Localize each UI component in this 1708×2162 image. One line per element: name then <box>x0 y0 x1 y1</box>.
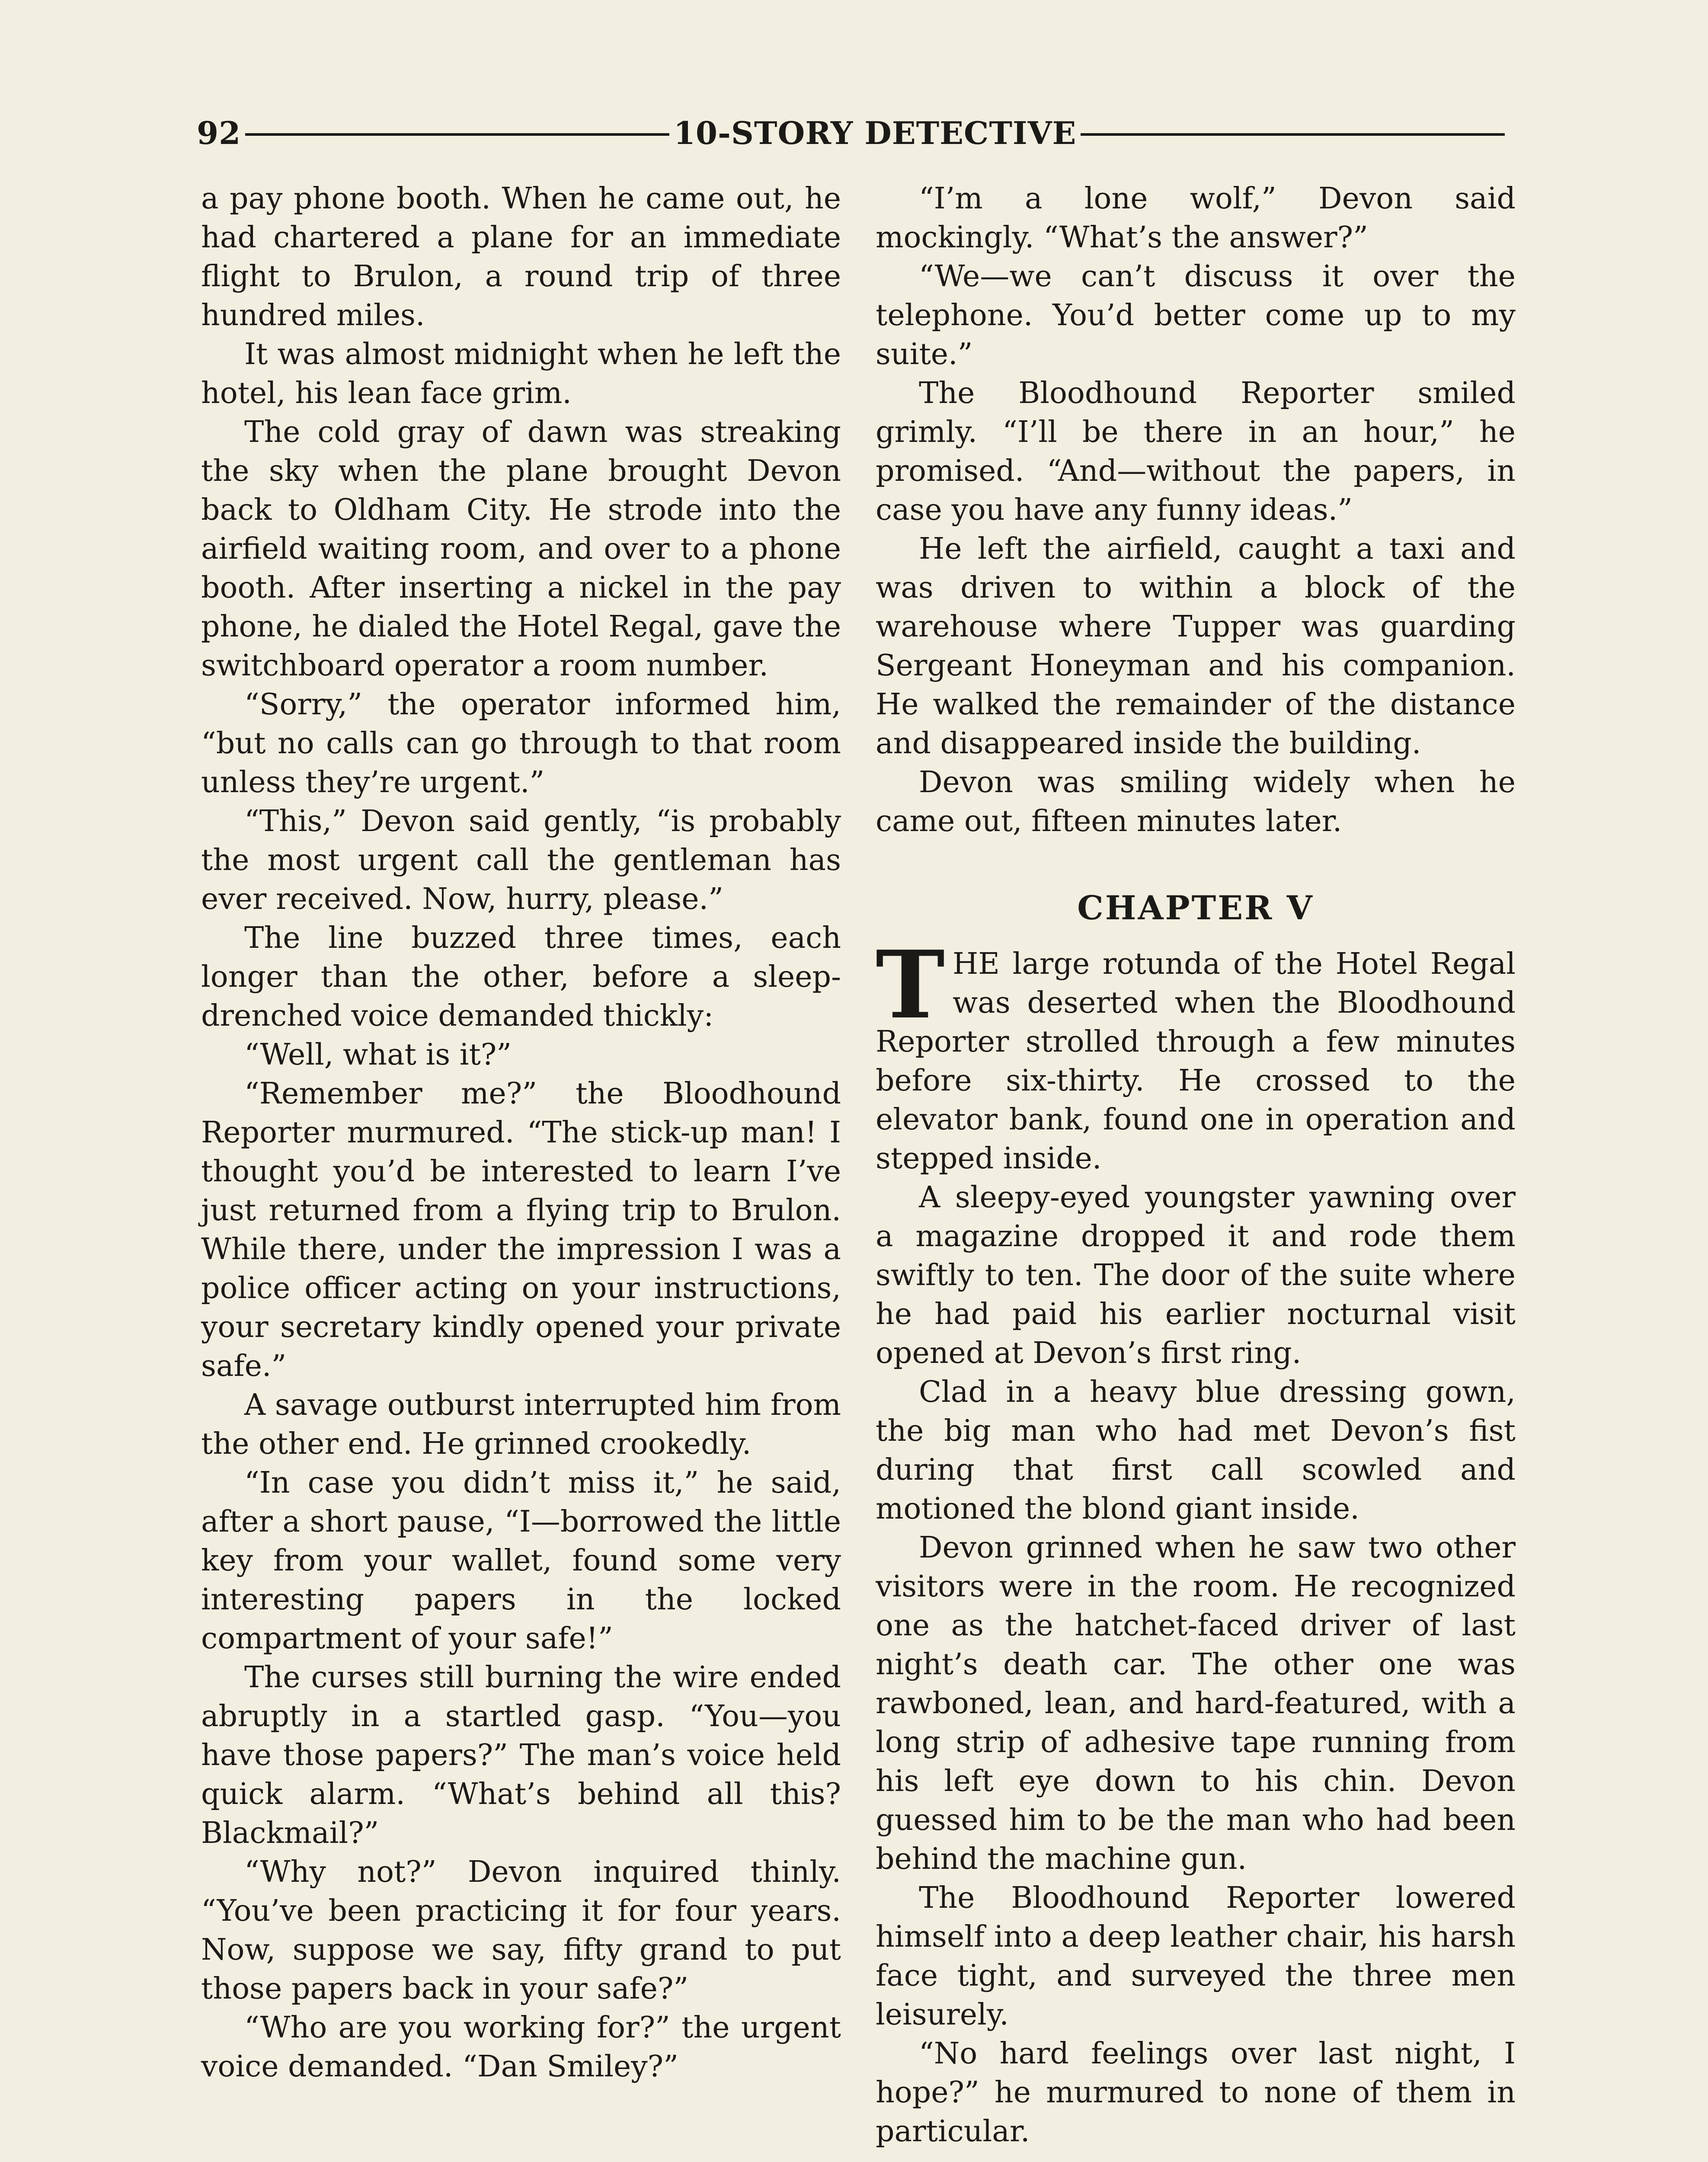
paragraph: “Remember me?” the Bloodhound Reporter murmured. “The stick-up man! I thought you’d be interested to learn I’ve just returned from a flying trip to Brulon. While there, under the impression I was a police officer acting on your instructions, your secretary kindly opened your private safe.” <box>201 1077 841 1383</box>
header-rule-left <box>245 133 669 136</box>
header-rule-right <box>1081 133 1505 136</box>
paragraph: The Bloodhound Reporter lowered himself into a deep leather chair, his harsh face tight, and surveyed the three men leisurely. <box>876 1881 1516 2032</box>
paragraph: A sleepy-eyed youngster yawning over a magazine dropped it and rode them swiftly to ten. The door of the suite where he had paid his earlier nocturnal visit opened at Devon’s first ring. <box>876 1180 1516 1370</box>
paragraph: “I’m a lone wolf,” Devon said mockingly. “What’s the answer?” <box>876 182 1516 255</box>
paragraph: “We—we can’t discuss it over the telephone. You’d better come up to my suite.” <box>876 259 1516 371</box>
paragraph: “No hard feelings over last night, I hope?” he murmured to none of them in particular. <box>876 2037 1516 2149</box>
paragraph: The cold gray of dawn was streaking the sky when the plane brought Devon back to Oldham City. He strode into the airfield waiting room, and over to a phone booth. After inserting a nickel in the pay phone, he dialed the Hotel Regal, gave the switchboard operator a room number. <box>201 415 841 683</box>
paragraph: The Bloodhound Reporter smiled grimly. “I’ll be there in an hour,” he promised. “And—without the papers, in case you have any funny ideas.” <box>876 376 1516 527</box>
chapter-opening-paragraph <box>876 930 1516 1178</box>
running-header <box>197 113 1509 152</box>
paragraph: Devon was smiling widely when he came out, fifteen minutes later. <box>876 765 1516 838</box>
chapter-heading: CHAPTER V <box>1077 889 1314 927</box>
paragraph: Clad in a heavy blue dressing gown, the big man who had met Devon’s fist during that first call scowled and motioned the blond giant inside. <box>876 1375 1516 1526</box>
running-title: 10-STORY DETECTIVE <box>673 114 1077 151</box>
paragraph: Devon grinned when he saw two other visitors were in the room. He recognized one as the hatchet-faced driver of last night’s death car. The other one was rawboned, lean, and hard-featured, with a long strip of adhesive tape running from his left eye down to his chin. Devon guessed him to be the man who had been behind the machine gun. <box>876 1531 1516 1876</box>
paragraph: “Why not?” Devon inquired thinly. “You’ve been practicing it for four years. Now, suppose we say, fifty grand to put those papers back in your safe?” <box>201 1855 841 2006</box>
paragraph: a pay phone booth. When he came out, he had chartered a plane for an immediate flight to Brulon, a round trip of three hundred miles. <box>201 182 841 333</box>
paragraph: “This,” Devon said gently, “is probably the most urgent call the gentleman has ever received. Now, hurry, please.” <box>201 804 841 916</box>
paragraph: “Sorry,” the operator informed him, “but no calls can go through to that room unless they’re urgent.” <box>201 688 841 800</box>
paragraph: It was almost midnight when he left the hotel, his lean face grim. <box>201 337 841 410</box>
right-column <box>876 179 1516 2162</box>
paragraph: “Well, what is it?” <box>244 1038 512 1072</box>
left-column <box>201 179 841 2162</box>
paragraph: “In case you didn’t miss it,” he said, after a short pause, “I—borrowed the little key from your wallet, found some very interesting papers in the locked compartment of your safe!” <box>201 1466 841 1656</box>
page-number: 92 <box>197 114 241 151</box>
drop-cap: T <box>876 930 945 1039</box>
paragraph: “Who are you working for?” the urgent voice demanded. “Dan Smiley?” <box>201 2011 841 2084</box>
paragraph: A savage outburst interrupted him from the other end. He grinned crookedly. <box>201 1388 841 1461</box>
paragraph: He left the airfield, caught a taxi and was driven to within a block of the warehouse where Tupper was guarding Sergeant Honeyman and his companion. He walked the remainder of the distance and disappeared inside the building. <box>876 532 1516 761</box>
chapter-opening-text: HE large rotunda of the Hotel Regal was deserted when the Bloodhound Reporter strolled through a few minutes before six-thirty. He crossed to the elevator bank, found one in operation and stepped inside. <box>876 947 1516 1176</box>
paragraph: The curses still burning the wire ended abruptly in a startled gasp. “You—you have those papers?” The man’s voice held quick alarm. “What’s behind all this? Blackmail?” <box>201 1660 841 1850</box>
paragraph: The line buzzed three times, each longer than the other, before a sleep-drenched voice demanded thickly: <box>201 921 841 1033</box>
